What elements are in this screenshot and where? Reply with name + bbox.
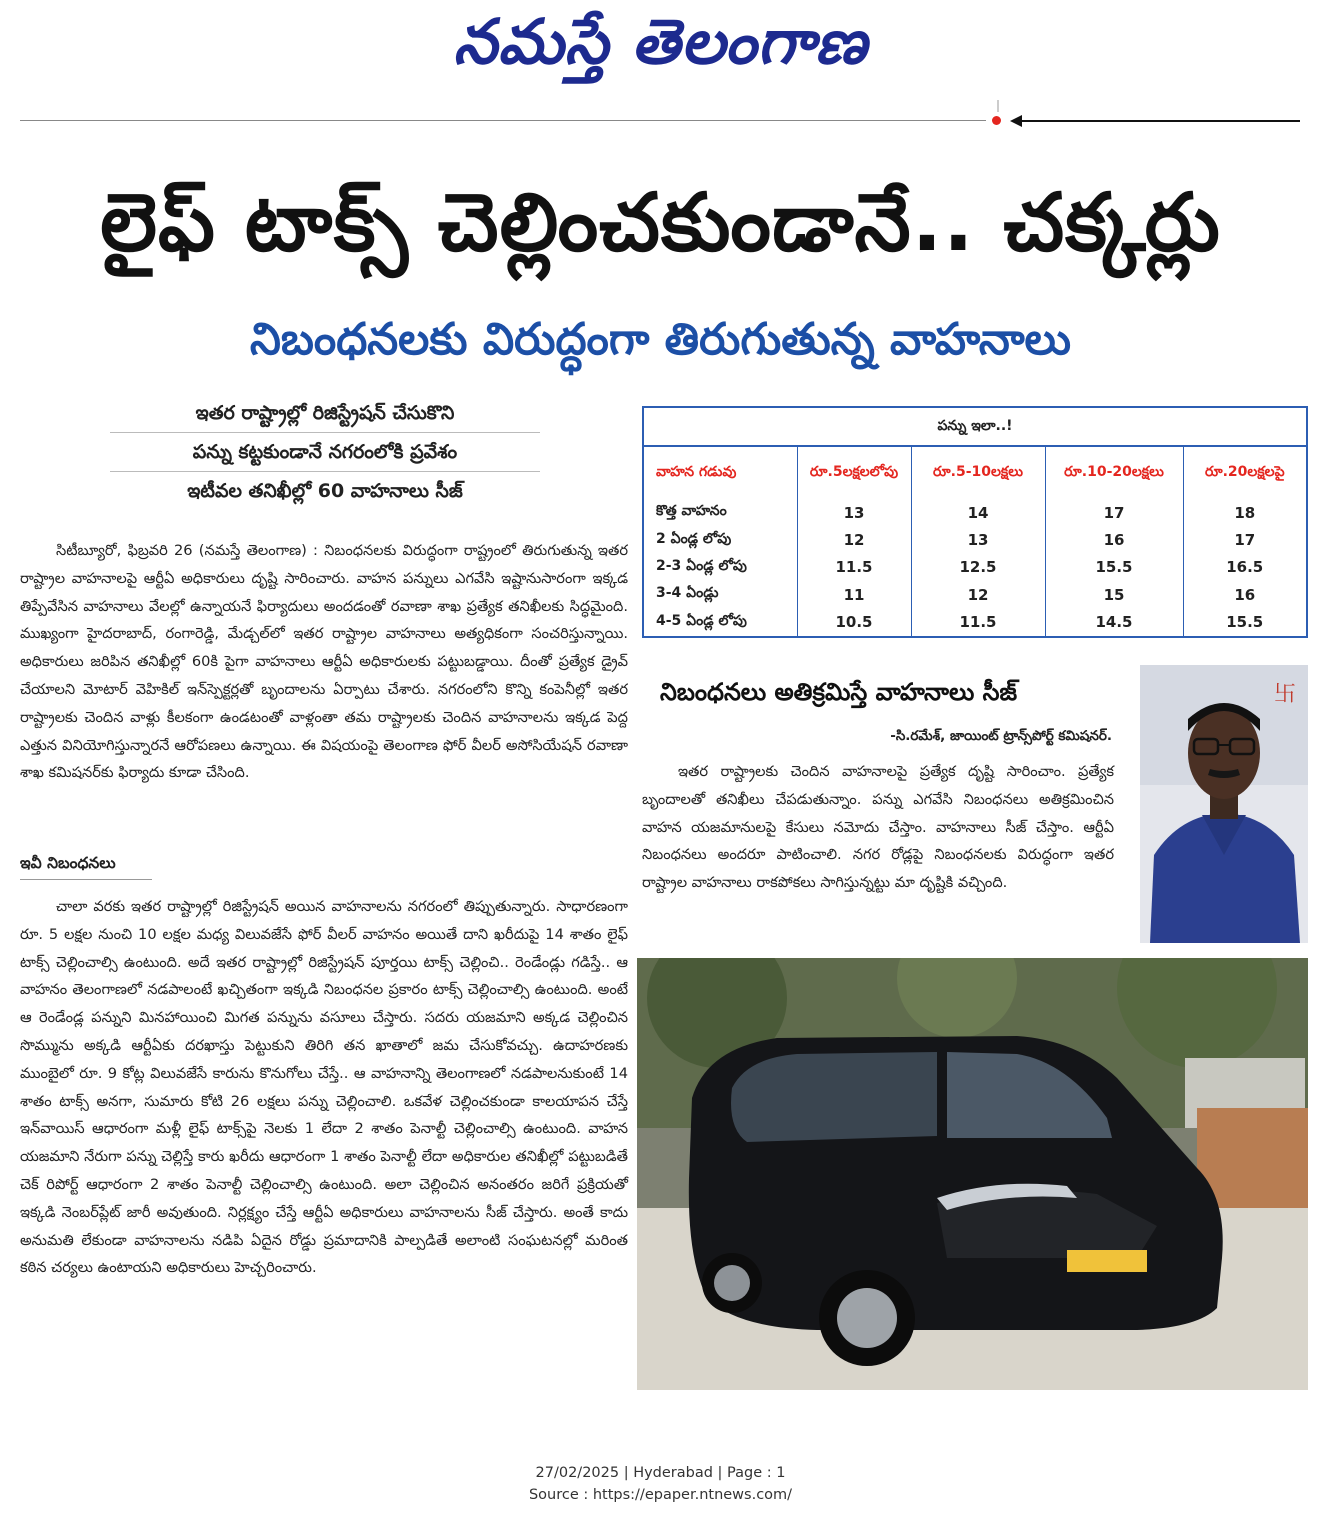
article-paragraph: సిటీబ్యూరో, ఫిబ్రవరి 26 (నమస్తే తెలంగాణ) : నిబంధనలకు విరుద్ధంగా రాష్ట్రంలో తిరుగుతున్న ఇతర రాష్ట్రాల వాహనాలపై ఆర్టీఏ అధికారులు దృష్టి సారించారు. వాహన పన్నులు ఎగవేసి ఇష్టానుసారంగా ఇక్కడ తిప్పేవేసిన వాహనాలు వేలల్లో ఉన్నాయనే ఫిర్యాదులు అందడంతో రవాణా శాఖ ప్రత్యేక తనిఖీలకు సిద్ధమైంది. ముఖ్యంగా హైదరాబాద్, రంగారెడ్డి, మేడ్చల్‌లో ఇతర రాష్ట్రాల వాహనాలు అత్యధికంగా సంచరిస్తున్నాయి. అధికారులు జరిపిన తనిఖీల్లో 60కి పైగా వాహనాలు ఆర్టీఏ అధికారులకు పట్టుబడ్డాయి. దీంతో ప్రత్యేక డ్రైవ్ చేయాలని మోటార్ వెహికిల్ ఇన్‌స్పెక్టర్లతో బృందాలను ఏర్పాటు చేశారు. నగరంలోని కొన్ని కంపెనీల్లో ఇతర రాష్ట్రాలకు చెందిన వాళ్లు కీలకంగా ఉండటంతో వాళ్లంతా తమ రాష్ట్రాలకు చెందిన వాహనాలను ఇక్కడ పెద్ద ఎత్తున వినియోగిస్తున్నారనే ఆరోపణలు ఉన్నాయి. ఈ విషయంపై తెలంగాణ ఫోర్ వీలర్ అసోసియేషన్ రవాణా శాఖ కమిషనర్‌కు ఫిర్యాదు కూడా చేసింది. [20,542,628,782]
tax-rate-box [642,406,1308,638]
table-cell: 16 [1183,581,1306,608]
tax-box-title: పన్ను ఇలా..! [937,418,1013,434]
table-cell: 4-5 ఏండ్ల లోపు [656,612,747,629]
table-cell: 14.5 [1045,609,1183,636]
table-cell: 11 [797,581,911,608]
table-row [644,554,1306,581]
table-cell: 2-3 ఏండ్ల లోపు [656,557,747,574]
svg-text:卐: 卐 [1274,682,1297,707]
deck-divider [110,432,540,433]
subheadline: నిబంధనలకు విరుద్ధంగా తిరుగుతున్న వాహనాలు [250,314,1071,365]
section-subhead: ఇవీ నిబంధనలు [20,850,152,880]
masthead-tick [997,100,999,112]
table-cell: 15.5 [1045,554,1183,581]
column-header: వాహన గడువు [656,463,737,480]
column-header: రూ.5-10లక్షలు [911,447,1045,499]
table-cell: 14 [911,499,1045,526]
masthead-dot [992,116,1001,125]
deck-line: ఇటీవల తనిఖీల్లో 60 వాహనాలు సీజ్ [187,480,463,502]
column-header: రూ.10-20లక్షలు [1045,447,1183,499]
deck-line: పన్ను కట్టకుండానే నగరంలోకి ప్రవేశం [192,441,458,463]
car-image [637,958,1308,1390]
table-row [644,526,1306,553]
table-cell: 3-4 ఏండ్లు [656,585,719,602]
table-header-row [644,447,1306,499]
official-portrait-photo [1140,665,1308,943]
table-cell: 12 [797,526,911,553]
table-cell: 16.5 [1183,554,1306,581]
car-photo [637,958,1308,1390]
table-cell: 17 [1183,526,1306,553]
table-cell: 16 [1045,526,1183,553]
headline: లైఫ్ టాక్స్ చెల్లించకుండానే.. చక్కర్లు [100,176,1221,269]
table-row [644,499,1306,526]
table-cell: 12 [911,581,1045,608]
portrait-image [1140,665,1308,943]
table-cell: 2 ఏండ్ల లోపు [656,530,732,547]
page-footer [0,1462,1321,1506]
masthead [0,0,1321,110]
table-cell: 17 [1045,499,1183,526]
deck-line: ఇతర రాష్ట్రాల్లో రిజిస్ట్రేషన్ చేసుకొని [195,402,455,424]
deck-list [20,396,630,508]
arrow-left-icon [1010,114,1300,128]
quote-headline: నిబంధనలు అతిక్రమిస్తే వాహనాలు సీజ్ [660,678,1018,706]
table-cell: 13 [797,499,911,526]
newspaper-logo: నమస్తే తెలంగాణ [453,5,868,78]
table-cell: 11.5 [797,554,911,581]
column-header: రూ.20లక్షలపై [1183,447,1306,499]
table-cell: 10.5 [797,609,911,636]
tax-rate-table [644,447,1306,636]
table-cell: 15.5 [1183,609,1306,636]
quote-paragraph: ఇతర రాష్ట్రాలకు చెందిన వాహనాలపై ప్రత్యేక దృష్టి సారించాం. ప్రత్యేక బృందాలతో తనిఖీలు చేపడుతున్నాం. పన్ను ఎగవేసి నిబంధనలు అతిక్రమించిన వాహన యజమానులపై కేసులు నమోదు చేస్తాం. వాహనాలు సీజ్ చేస్తాం. ఆర్టీఏ నిబంధనలు అందరూ పాటించాలి. నగర రోడ్లపై నిబంధనలకు విరుద్ధంగా ఇతర రాష్ట్రాల వాహనాలు రాకపోకలు సాగిస్తున్నట్టు మా దృష్టికి వచ్చింది. [642,763,1114,892]
masthead-rule [20,120,986,121]
deck-divider [110,471,540,472]
footer-edition: 27/02/2025 | Hyderabad | Page : 1 [535,1465,786,1481]
table-cell: 12.5 [911,554,1045,581]
article-body-1 [20,537,628,787]
quote-byline: -సి.రమేశ్, జాయింట్ ట్రాన్స్‌పోర్ట్ కమిషనర్. [890,728,1112,744]
table-row [644,609,1306,636]
table-cell: 15 [1045,581,1183,608]
column-header: రూ.5లక్షలలోపు [797,447,911,499]
article-paragraph: చాలా వరకు ఇతర రాష్ట్రాల్లో రిజిస్ట్రేషన్ అయిన వాహనాలను నగరంలో తిప్పుతున్నారు. సాధారణంగా రూ. 5 లక్షల నుంచి 10 లక్షల మధ్య విలువజేసే ఫోర్ వీలర్ వాహనం అయితే దాని ఖరీదుపై 14 శాతం లైఫ్ టాక్స్ చెల్లించాల్సి ఉంటుంది. అదే ఇతర రాష్ట్రాల్లో రిజిస్ట్రేషన్ పూర్తయి టాక్స్ చెల్లించి.. రెండేండ్లు గడిస్తే.. ఆ వాహనం తెలంగాణలో నడపాలంటే ఖచ్చితంగా ఇక్కడి నిబంధనల ప్రకారం టాక్స్ చెల్లించాల్సి ఉంటుంది. అంటే ఆ రెండేండ్ల పన్నుని మినహాయించి మిగత పన్నును వసూలు చేస్తారు. సదరు యజమాని అక్కడ చెల్లించిన సొమ్మును అక్కడి ఆర్టీఏకు దరఖాస్తు పెట్టుకుని తిరిగి తన ఖాతాలో జమ చేసుకోవచ్చు. ఉదాహరణకు ముంబైలో రూ. 9 కోట్ల విలువజేసే కారును కొనుగోలు చేస్తే.. ఆ వాహనాన్ని తెలంగాణలో నడపాలనుకుంటే 14 శాతం టాక్స్ అనగా, సుమారు కోటి 26 లక్షలు పన్ను చెల్లించాలి. ఒకవేళ చెల్లించకుండా కాలయాపన చేస్తే ఇన్‌వాయిస్ ఆధారంగా మళ్లీ లైఫ్ టాక్స్‌పై నెలకు 1 లేదా 2 శాతం పెనాల్టీ చెల్లించాల్సి ఉంటుంది. వాహన యజమాని నేరుగా పన్ను చెల్లిస్తే కారు ఖరీదు ఆధారంగా 1 శాతం పెనాల్టీ లేదా అధికారుల తనిఖీల్లో పట్టుబడితే చెక్ రిపోర్ట్ ఆధారంగా 2 శాతం పెనాల్టీ చెల్లించాల్సి ఉంటుంది. అలా చెల్లించిన అనంతరం జరిగే ప్రక్రియతో ఇక్కడి నెంబర్‌ప్లేట్ జారీ అవుతుంది. నిర్లక్ష్యం చేస్తే ఆర్టీఏ అధికారులు వాహనాలను సీజ్ చేస్తారు. అంతే కాదు అనుమతి లేకుండా వాహనాలను నడిపి ఏదైన రోడ్డు ప్రమాదానికి పాల్పడితే అలాంటి సంఘటనల్లో మరింత కఠిన చర్యలు ఉంటాయని అధికారులు హెచ్చరించారు. [20,898,628,1277]
table-cell: 11.5 [911,609,1045,636]
table-row [644,581,1306,608]
article-body-2 [20,893,628,1282]
table-cell: కొత్త వాహనం [656,503,727,520]
quote-body [642,758,1114,897]
footer-source: Source : https://epaper.ntnews.com/ [528,1487,793,1503]
table-cell: 13 [911,526,1045,553]
table-cell: 18 [1183,499,1306,526]
